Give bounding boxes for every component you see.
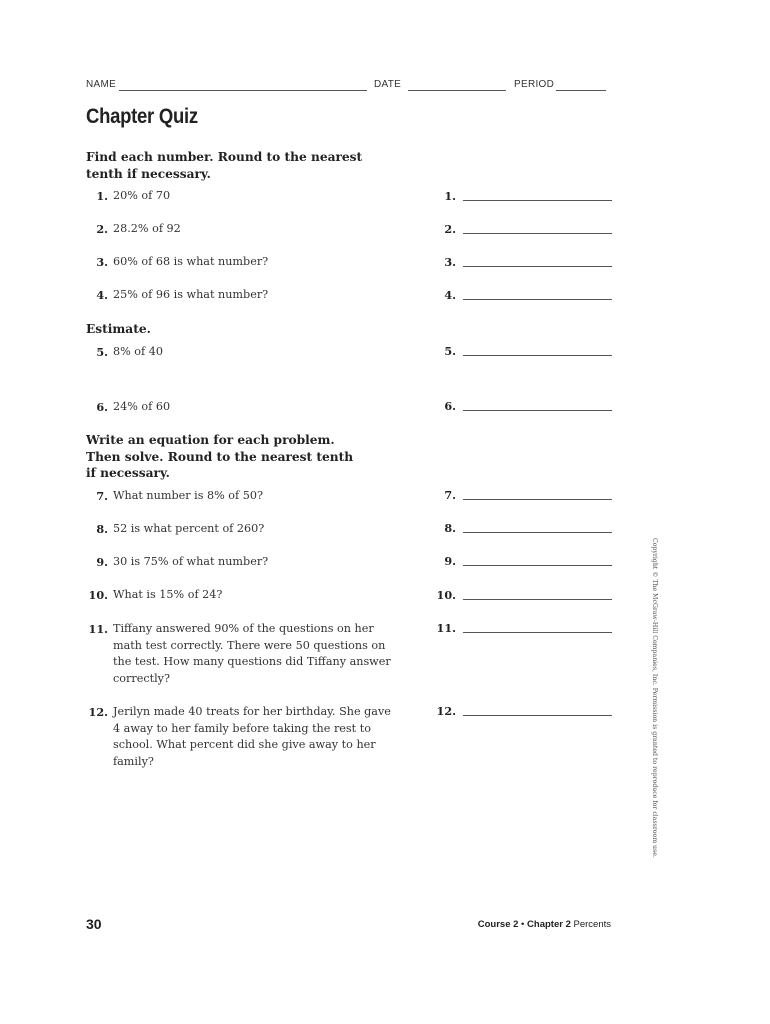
answer-line[interactable] bbox=[463, 599, 612, 600]
answer-line[interactable] bbox=[463, 715, 612, 716]
answer-number: 5. bbox=[444, 344, 456, 358]
question-text: 28.2% of 92 bbox=[113, 222, 181, 235]
answer-number: 3. bbox=[444, 255, 456, 269]
question-8 bbox=[86, 521, 416, 538]
question-text: Tiffany answered 90% of the questions on her math test correctly. There were 50 questions on the test. How many questions did Tiffany answer correctly? bbox=[113, 622, 391, 685]
question-number: 8. bbox=[96, 522, 108, 536]
answer-number: 11. bbox=[436, 621, 456, 635]
question-text: Jerilyn made 40 treats for her birthday. She gave 4 away to her family before taking the rest to school. What percent did she give away to her family? bbox=[113, 705, 391, 768]
date-field-line[interactable] bbox=[408, 90, 506, 91]
question-text: What is 15% of 24? bbox=[113, 588, 223, 601]
question-text: 25% of 96 is what number? bbox=[113, 288, 269, 301]
answer-line[interactable] bbox=[463, 532, 612, 533]
answer-line[interactable] bbox=[463, 200, 612, 201]
name-field-line[interactable] bbox=[119, 90, 367, 91]
answer-blank-10[interactable] bbox=[436, 588, 612, 604]
answer-number: 12. bbox=[436, 704, 456, 718]
answer-blank-2[interactable] bbox=[436, 222, 612, 238]
answer-blank-8[interactable] bbox=[436, 521, 612, 537]
question-number: 6. bbox=[96, 400, 108, 414]
question-number: 1. bbox=[96, 189, 108, 203]
question-text: 24% of 60 bbox=[113, 400, 171, 413]
answer-line[interactable] bbox=[463, 565, 612, 566]
question-6 bbox=[86, 399, 416, 416]
answer-line[interactable] bbox=[463, 355, 612, 356]
answer-number: 1. bbox=[444, 189, 456, 203]
answer-line[interactable] bbox=[463, 299, 612, 300]
period-field-line[interactable] bbox=[556, 90, 606, 91]
question-9 bbox=[86, 554, 416, 571]
question-2 bbox=[86, 221, 416, 238]
footer-separator: • bbox=[518, 919, 528, 930]
question-number: 9. bbox=[96, 555, 108, 569]
footer-course: Course 2 bbox=[477, 919, 519, 930]
copyright-notice: Copyright © The McGraw-Hill Companies, Inc. Permission is granted to reproduce for classroom use. bbox=[651, 538, 658, 858]
answer-line[interactable] bbox=[463, 410, 612, 411]
answer-line[interactable] bbox=[463, 499, 612, 500]
question-text: 20% of 70 bbox=[113, 189, 171, 202]
answer-blank-9[interactable] bbox=[436, 554, 612, 570]
question-number: 3. bbox=[96, 255, 108, 269]
answer-blank-5[interactable] bbox=[436, 344, 612, 360]
question-text: 30 is 75% of what number? bbox=[113, 555, 269, 568]
answer-number: 2. bbox=[444, 222, 456, 236]
answer-blank-1[interactable] bbox=[436, 189, 612, 205]
period-label: PERIOD bbox=[514, 79, 555, 90]
question-7 bbox=[86, 488, 416, 505]
question-number: 7. bbox=[96, 489, 108, 503]
answer-blank-6[interactable] bbox=[436, 399, 612, 415]
page-title: Chapter Quiz bbox=[86, 105, 198, 128]
question-text: 8% of 40 bbox=[113, 345, 163, 358]
question-1 bbox=[86, 188, 416, 205]
question-number: 5. bbox=[96, 345, 108, 359]
page-number: 30 bbox=[86, 916, 102, 932]
question-text: 60% of 68 is what number? bbox=[113, 255, 269, 268]
question-4 bbox=[86, 287, 416, 304]
footer-chapter: Chapter 2 bbox=[527, 919, 571, 930]
question-5 bbox=[86, 344, 416, 361]
section-instructions-estimate: Estimate. bbox=[86, 322, 151, 336]
question-3 bbox=[86, 254, 416, 271]
answer-blank-3[interactable] bbox=[436, 255, 612, 271]
answer-line[interactable] bbox=[463, 632, 612, 633]
student-info-header bbox=[86, 79, 606, 95]
answer-number: 7. bbox=[444, 488, 456, 502]
name-label: NAME bbox=[86, 79, 117, 90]
date-label: DATE bbox=[374, 79, 402, 90]
answer-blank-11[interactable] bbox=[436, 621, 612, 637]
question-10 bbox=[86, 587, 416, 604]
question-number: 4. bbox=[96, 288, 108, 302]
question-11 bbox=[86, 621, 396, 687]
answer-line[interactable] bbox=[463, 266, 612, 267]
question-12 bbox=[86, 704, 391, 770]
footer-topic: Percents bbox=[573, 919, 611, 930]
question-text: 52 is what percent of 260? bbox=[113, 522, 265, 535]
answer-number: 8. bbox=[444, 521, 456, 535]
question-number: 2. bbox=[96, 222, 108, 236]
answer-number: 10. bbox=[436, 588, 456, 602]
answer-number: 4. bbox=[444, 288, 456, 302]
question-text: What number is 8% of 50? bbox=[113, 489, 263, 502]
answer-number: 9. bbox=[444, 554, 456, 568]
footer-course-info bbox=[478, 919, 611, 930]
section-instructions-equation: Write an equation for each problem. Then solve. Round to the nearest tenth if necessary. bbox=[86, 433, 354, 480]
answer-blank-7[interactable] bbox=[436, 488, 612, 504]
question-number: 12. bbox=[88, 705, 108, 719]
question-number: 10. bbox=[88, 588, 108, 602]
answer-line[interactable] bbox=[463, 233, 612, 234]
answer-blank-12[interactable] bbox=[436, 704, 612, 720]
question-number: 11. bbox=[88, 622, 108, 636]
answer-number: 6. bbox=[444, 399, 456, 413]
section-instructions-find: Find each number. Round to the nearest tenth if necessary. bbox=[86, 150, 363, 181]
answer-blank-4[interactable] bbox=[436, 288, 612, 304]
